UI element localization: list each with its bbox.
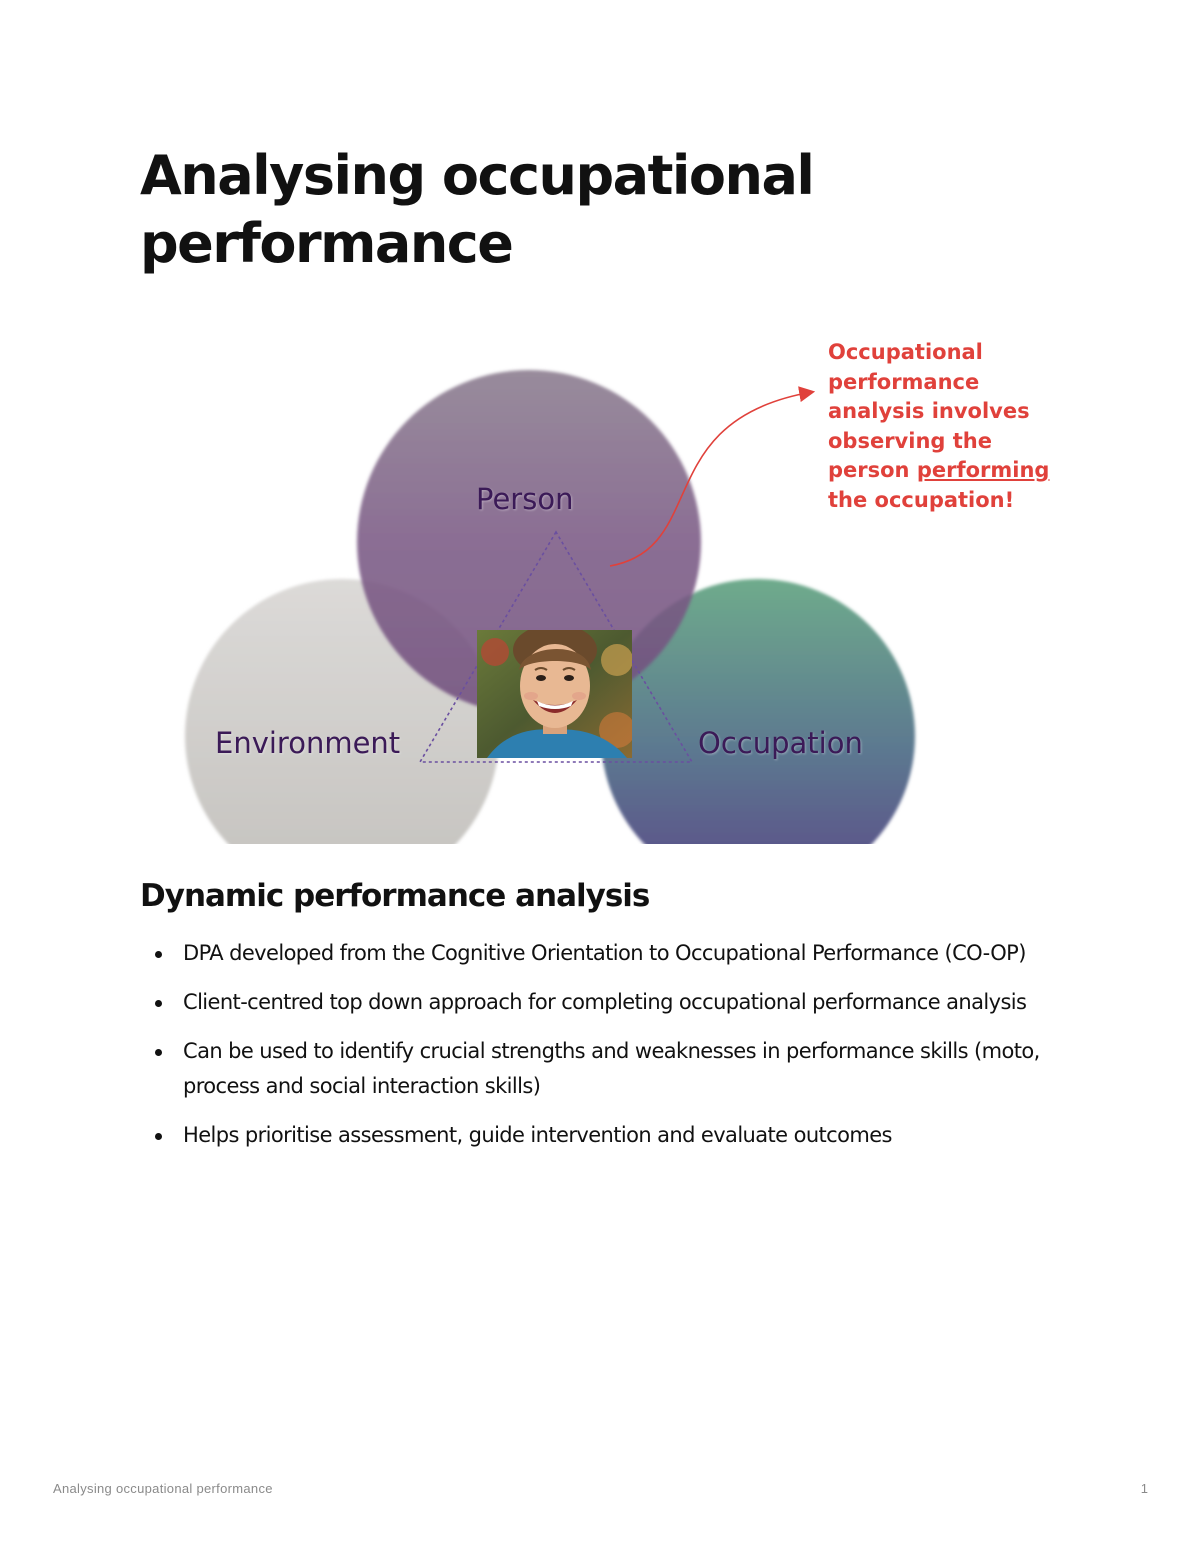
environment-label: Environment (215, 726, 401, 760)
page-number: 1 (1140, 1481, 1148, 1496)
callout-text-start: Occupational performance analysis involves observing the person (828, 340, 1030, 482)
bullet-item: Client-centred top down approach for completing occupational performance analysis (140, 985, 1060, 1020)
callout-text (828, 338, 1068, 515)
callout-text-end: the occupation! (828, 487, 1015, 512)
bullet-item: Helps prioritise assessment, guide intervention and evaluate outcomes (140, 1118, 1060, 1153)
page-title: Analysing occupational performance (140, 144, 814, 275)
bullet-list (140, 936, 1060, 1167)
bullet-item: Can be used to identify crucial strengths and weaknesses in performance skills (moto, process and social interaction skills) (140, 1034, 1060, 1104)
person-environment-occupation-diagram (170, 330, 1070, 850)
occupation-label: Occupation (698, 726, 863, 760)
section-heading: Dynamic performance analysis (140, 878, 650, 914)
person-label: Person (476, 482, 574, 516)
bullet-item: DPA developed from the Cognitive Orientation to Occupational Performance (CO-OP) (140, 936, 1060, 971)
footer-title: Analysing occupational performance (53, 1481, 273, 1496)
callout-underlined-word: performing (916, 458, 1050, 482)
smiling-woman-photo (477, 630, 632, 758)
